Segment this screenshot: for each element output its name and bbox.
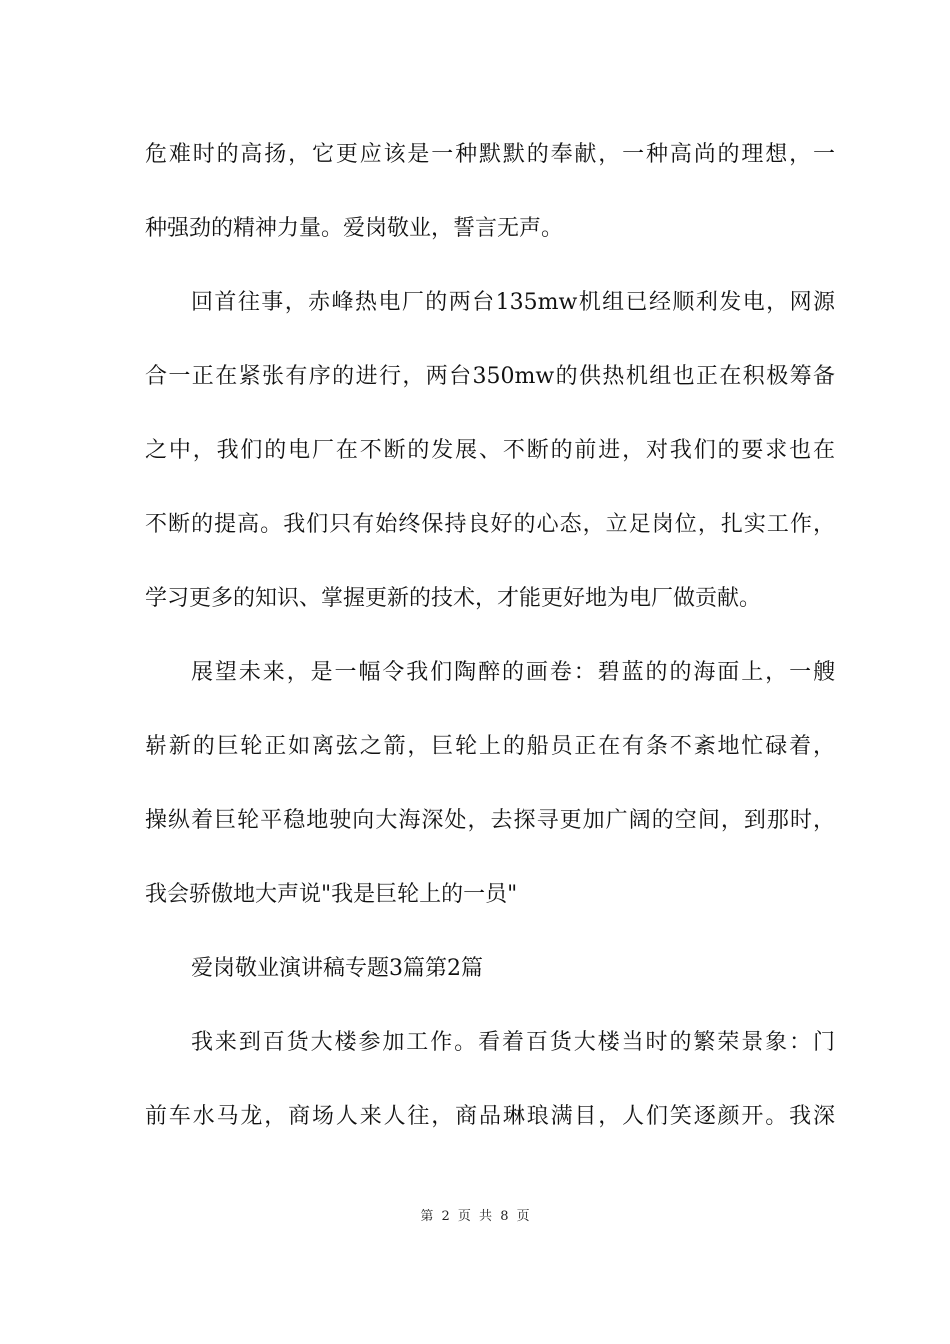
text-line: 种强劲的精神力量。爱岗敬业，誓言无声。 — [145, 216, 564, 241]
text-line: 我会骄傲地大声说"我是巨轮上的一员" — [145, 882, 518, 907]
text-line: 回首往事，赤峰热电厂的两台135mw机组已经顺利发电，网源 — [191, 290, 835, 315]
text-line: 不断的提高。我们只有始终保持良好的心态，立足岗位，扎实工作， — [145, 512, 835, 537]
text-line: 危难时的高扬，它更应该是一种默默的奉献，一种高尚的理想，一 — [145, 142, 835, 167]
text-line: 展望未来，是一幅令我们陶醉的画卷：碧蓝的的海面上，一艘 — [191, 660, 835, 685]
page-footer — [0, 1205, 950, 1224]
page-number-label: 第 2 页 共 8 页 — [420, 1209, 530, 1224]
text-line: 崭新的巨轮正如离弦之箭，巨轮上的船员正在有条不紊地忙碌着， — [145, 734, 835, 759]
text-line: 前车水马龙，商场人来人往，商品琳琅满目，人们笑逐颜开。我深 — [145, 1104, 835, 1129]
text-line: 学习更多的知识、掌握更新的技术，才能更好地为电厂做贡献。 — [145, 586, 762, 611]
document-body — [145, 128, 835, 1164]
text-line: 操纵着巨轮平稳地驶向大海深处，去探寻更加广阔的空间，到那时， — [145, 808, 835, 833]
section-heading: 爱岗敬业演讲稿专题3篇第2篇 — [191, 956, 483, 981]
text-line: 合一正在紧张有序的进行，两台350mw的供热机组也正在积极筹备 — [145, 364, 835, 389]
text-line: 我来到百货大楼参加工作。看着百货大楼当时的繁荣景象：门 — [191, 1030, 835, 1055]
text-line: 之中，我们的电厂在不断的发展、不断的前进，对我们的要求也在 — [145, 438, 835, 463]
